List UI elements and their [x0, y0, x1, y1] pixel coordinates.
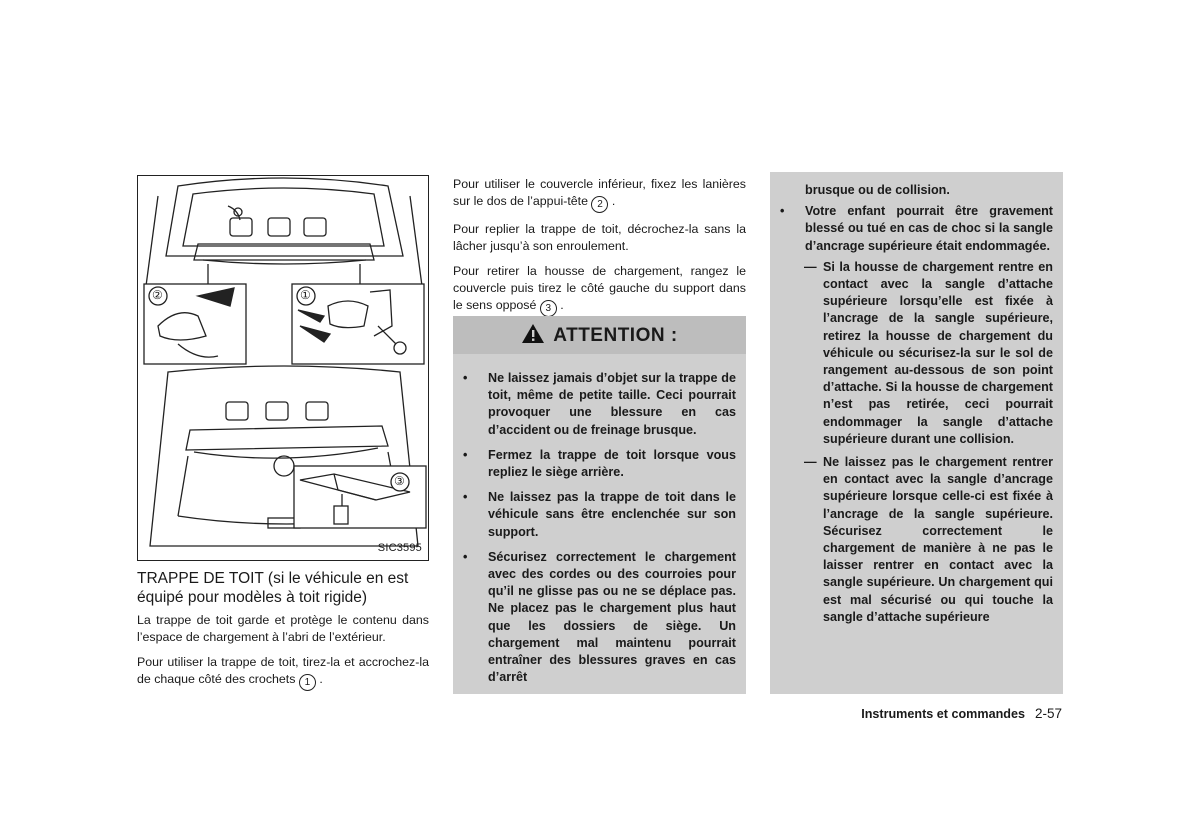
attention-list	[453, 370, 736, 694]
warning-continued-box	[770, 172, 1063, 694]
cargo-area-illustration	[138, 176, 430, 562]
paragraph: Pour retirer la housse de chargement, rangez le couvercle puis tirez le côté gauche du support dans le sens opposé 3 .	[453, 263, 746, 317]
paragraph: Pour utiliser la trappe de toit, tirez-la et accrochez-la de chaque côté des crochets 1 .	[137, 654, 429, 691]
paragraph: Pour utiliser le couvercle inférieur, fixez les lanières sur le dos de l’appui-tête 2 .	[453, 176, 746, 213]
heading-title: TRAPPE DE TOIT	[137, 570, 264, 587]
ref-2-badge: 2	[591, 196, 608, 213]
heading-qualifier: (si le véhicule en est équipé pour modèles à toit rigide)	[137, 570, 409, 606]
attention-header	[453, 316, 746, 354]
callout-2-label: ②	[152, 288, 163, 302]
ref-3-badge: 3	[540, 300, 557, 317]
ref-1-badge: 1	[299, 674, 316, 691]
left-body	[137, 612, 429, 699]
list-item: • Sécurisez correctement le chargement avec des cordes ou des courroies pour qu’il ne glisse pas ou ne se déplace pas. Ne placez pas le chargement plus haut que les dossiers de siège. Un chargement mal maintenu pourrait entraîner des blessures graves en cas d’arrêt	[453, 549, 736, 687]
page-footer	[830, 706, 1062, 721]
list-item: • Ne laissez jamais d’objet sur la trappe de toit, même de petite taille. Ceci pourrait provoquer une blessure en cas d’accident ou de freinage brusque.	[453, 370, 736, 439]
section-heading	[137, 569, 429, 607]
callout-1-label: ①	[300, 288, 311, 302]
footer-section: Instruments et commandes	[861, 707, 1025, 721]
middle-body	[453, 176, 746, 325]
paragraph: Pour replier la trappe de toit, décrochez-la sans la lâcher jusqu’à son enroulement.	[453, 222, 746, 253]
sub-list-item: — Si la housse de chargement rentre en contact avec la sangle d’attache supérieure lorsqu’elle est fixée à l’ancrage de la sangle supérieure, retirez la housse de chargement du véhicule ou sécurisez-la sur le sol de rangement au-dessous de son point d’attache. Si la housse de chargement n’est pas retirée, ceci pourrait endommager la sangle d’attache supérieure durant une collision.	[770, 259, 1063, 448]
page-number: 2-57	[1034, 706, 1062, 721]
warning-triangle-icon	[521, 323, 545, 350]
continued-text: brusque ou de collision.	[805, 183, 950, 197]
list-item: • Ne laissez pas la trappe de toit dans le véhicule sans être enclenchée sur son support.	[453, 489, 736, 541]
attention-title: ATTENTION :	[553, 325, 678, 346]
sub-list-item: — Ne laissez pas le chargement rentrer en contact avec la sangle d’ancrage supérieure lorsque celle-ci est fixée à l’ancrage de la sangle supérieure. Sécurisez correctement le chargement de manière à ne pas le laisser rentrer en contact avec la sangle supérieure. Un chargement qui est mal sécurisé ou qui touche la sangle d’attache supérieure	[770, 454, 1063, 626]
illustration-figure	[137, 175, 429, 561]
list-item: • Fermez la trappe de toit lorsque vous repliez le siège arrière.	[453, 447, 736, 481]
paragraph: La trappe de toit garde et protège le contenu dans l’espace de chargement à l’abri de l’extérieur.	[137, 613, 429, 644]
callout-3-label: ③	[394, 474, 405, 488]
figure-code: SIC3595	[377, 542, 422, 554]
list-item: • Votre enfant pourrait être gravement blessé ou tué en cas de choc si la sangle d’ancrage supérieure était endommagée.	[770, 203, 1053, 255]
